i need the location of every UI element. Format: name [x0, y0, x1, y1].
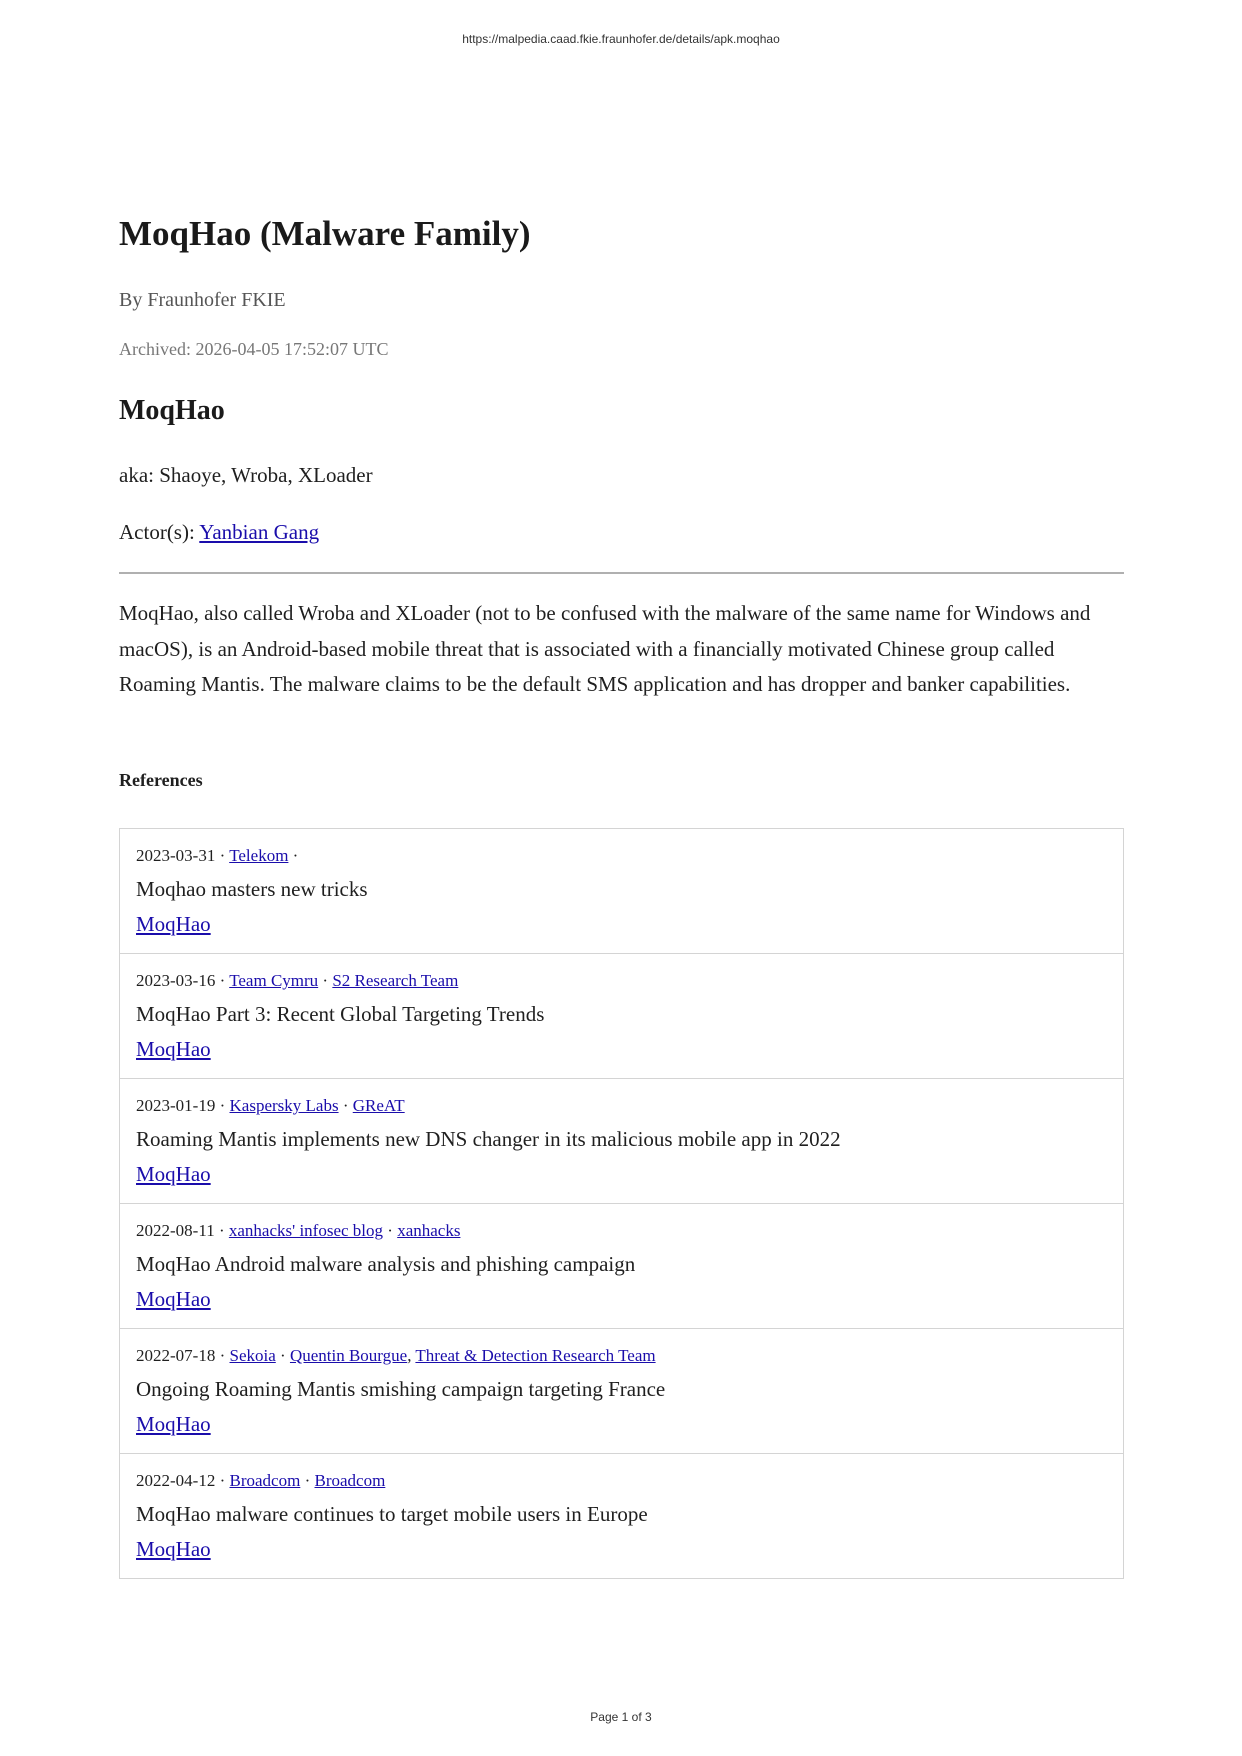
reference-date: 2023-03-31 — [136, 846, 216, 865]
reference-family-link[interactable]: MoqHao — [136, 1537, 211, 1561]
reference-author-link[interactable]: xanhacks — [397, 1221, 461, 1240]
reference-family-link[interactable]: MoqHao — [136, 1412, 211, 1436]
reference-entry — [120, 1203, 1123, 1328]
reference-author-link[interactable]: Threat & Detection Research Team — [415, 1346, 656, 1365]
reference-family-link[interactable]: MoqHao — [136, 1037, 211, 1061]
archived-timestamp: Archived: 2026-04-05 17:52:07 UTC — [119, 339, 389, 359]
reference-meta: 2023-01-19 · Kaspersky Labs · GReAT — [136, 1096, 405, 1115]
reference-family-link[interactable]: MoqHao — [136, 912, 211, 936]
reference-date: 2023-03-16 — [136, 971, 216, 990]
reference-title: MoqHao Part 3: Recent Global Targeting Trends — [136, 1002, 545, 1026]
byline: By Fraunhofer FKIE — [119, 289, 286, 311]
reference-org-link[interactable]: Broadcom — [229, 1471, 301, 1490]
page-number: Page 1 of 3 — [590, 1710, 652, 1724]
reference-meta: 2023-03-31 · Telekom · — [136, 846, 299, 865]
reference-meta: 2022-08-11 · xanhacks' infosec blog · xanhacks — [136, 1221, 461, 1240]
reference-org-link[interactable]: Telekom — [229, 846, 289, 865]
reference-title: Moqhao masters new tricks — [136, 877, 368, 901]
reference-meta: 2022-07-18 · Sekoia · Quentin Bourgue, Threat & Detection Research Team — [136, 1346, 656, 1365]
reference-title: Roaming Mantis implements new DNS changer in its malicious mobile app in 2022 — [136, 1127, 841, 1151]
references-list — [119, 828, 1124, 1579]
reference-entry — [120, 1328, 1123, 1453]
reference-entry — [120, 829, 1123, 953]
reference-date: 2022-07-18 — [136, 1346, 216, 1365]
reference-org-link[interactable]: Team Cymru — [229, 971, 319, 990]
reference-author-link[interactable]: Quentin Bourgue — [289, 1346, 408, 1365]
reference-meta: 2023-03-16 · Team Cymru · S2 Research Team — [136, 971, 459, 990]
reference-tag — [136, 1287, 1107, 1311]
reference-author-link[interactable]: GReAT — [352, 1096, 405, 1115]
reference-tag — [136, 1412, 1107, 1436]
reference-tag — [136, 1037, 1107, 1061]
reference-entry — [120, 1453, 1123, 1578]
reference-entry — [120, 1078, 1123, 1203]
reference-tag — [136, 1162, 1107, 1186]
reference-org-link[interactable]: Kaspersky Labs — [229, 1096, 339, 1115]
family-aliases: aka: Shaoye, Wroba, XLoader — [119, 463, 373, 487]
reference-meta: 2022-04-12 · Broadcom · Broadcom — [136, 1471, 386, 1490]
family-name: MoqHao — [119, 395, 225, 426]
reference-date: 2022-04-12 — [136, 1471, 216, 1490]
reference-family-link[interactable]: MoqHao — [136, 1287, 211, 1311]
actors-label: Actor(s): — [119, 520, 195, 544]
reference-author-link[interactable]: Broadcom — [314, 1471, 386, 1490]
reference-date: 2023-01-19 — [136, 1096, 216, 1115]
section-divider — [119, 572, 1124, 574]
reference-org-link[interactable]: Sekoia — [229, 1346, 276, 1365]
reference-author-link[interactable]: S2 Research Team — [332, 971, 459, 990]
references-heading: References — [119, 770, 203, 790]
reference-tag — [136, 1537, 1107, 1561]
reference-entry — [120, 953, 1123, 1078]
page-url-header: https://malpedia.caad.fkie.fraunhofer.de/details/apk.moqhao — [462, 32, 780, 46]
reference-tag — [136, 912, 1107, 936]
family-description: MoqHao, also called Wroba and XLoader (not to be confused with the malware of the same name for Windows and macOS), is an Android-based mobile threat that is associated with a financially motivated Chinese group called Roaming Mantis. The malware claims to be the default SMS application and has dropper and banker capabilities. — [119, 601, 1091, 696]
reference-org-link[interactable]: xanhacks' infosec blog — [228, 1221, 384, 1240]
reference-title: MoqHao malware continues to target mobile users in Europe — [136, 1502, 648, 1526]
reference-date: 2022-08-11 — [136, 1221, 215, 1240]
reference-family-link[interactable]: MoqHao — [136, 1162, 211, 1186]
family-actors — [119, 520, 319, 545]
actor-link[interactable]: Yanbian Gang — [199, 520, 320, 544]
reference-title: Ongoing Roaming Mantis smishing campaign targeting France — [136, 1377, 666, 1401]
reference-title: MoqHao Android malware analysis and phishing campaign — [136, 1252, 636, 1276]
page-title: MoqHao (Malware Family) — [119, 214, 531, 253]
